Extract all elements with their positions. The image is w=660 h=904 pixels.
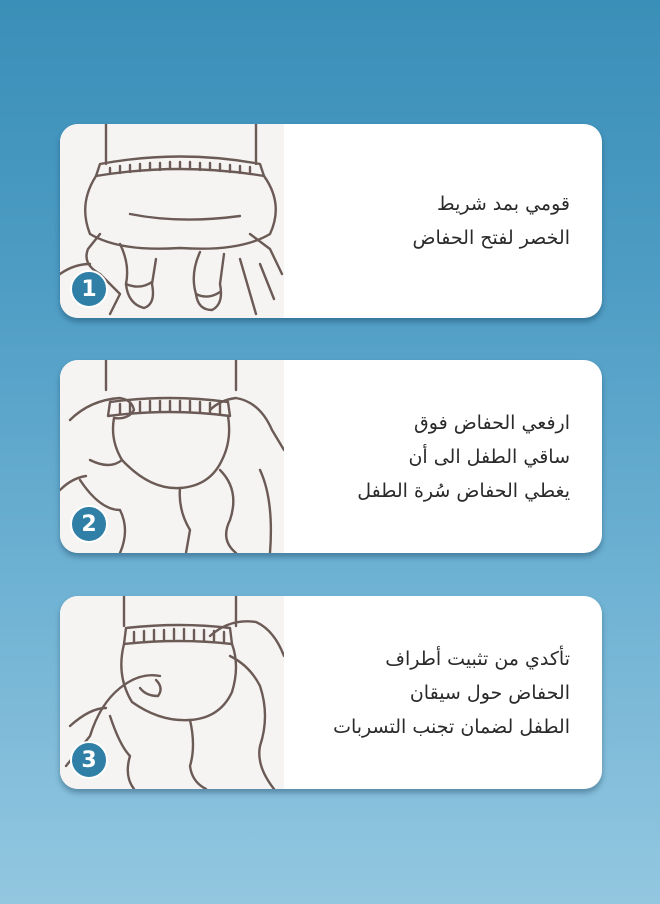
instruction-line: قومي بمد شريط bbox=[437, 193, 570, 215]
instruction-line: يغطي الحفاض سُرة الطفل bbox=[357, 479, 570, 502]
instruction-line: الخصر لفتح الحفاض bbox=[412, 227, 570, 249]
step-number-badge: 3 bbox=[70, 741, 108, 779]
instruction-line: الطفل لضمان تجنب التسربات bbox=[333, 715, 570, 738]
instruction-line: الحفاض حول سيقان bbox=[409, 681, 570, 704]
step-card-1 bbox=[60, 124, 602, 318]
instruction-line: تأكدي من تثبيت أطراف bbox=[385, 647, 570, 670]
step-instructions bbox=[280, 124, 570, 318]
step-number-badge: 1 bbox=[70, 270, 108, 308]
step-number-badge: 2 bbox=[70, 505, 108, 543]
step-instructions bbox=[280, 596, 570, 789]
instruction-line: ساقي الطفل الى أن bbox=[408, 445, 570, 468]
step-card-2 bbox=[60, 360, 602, 553]
step-card-3 bbox=[60, 596, 602, 789]
step-instructions bbox=[280, 360, 570, 553]
instruction-line: ارفعي الحفاض فوق bbox=[414, 411, 570, 434]
